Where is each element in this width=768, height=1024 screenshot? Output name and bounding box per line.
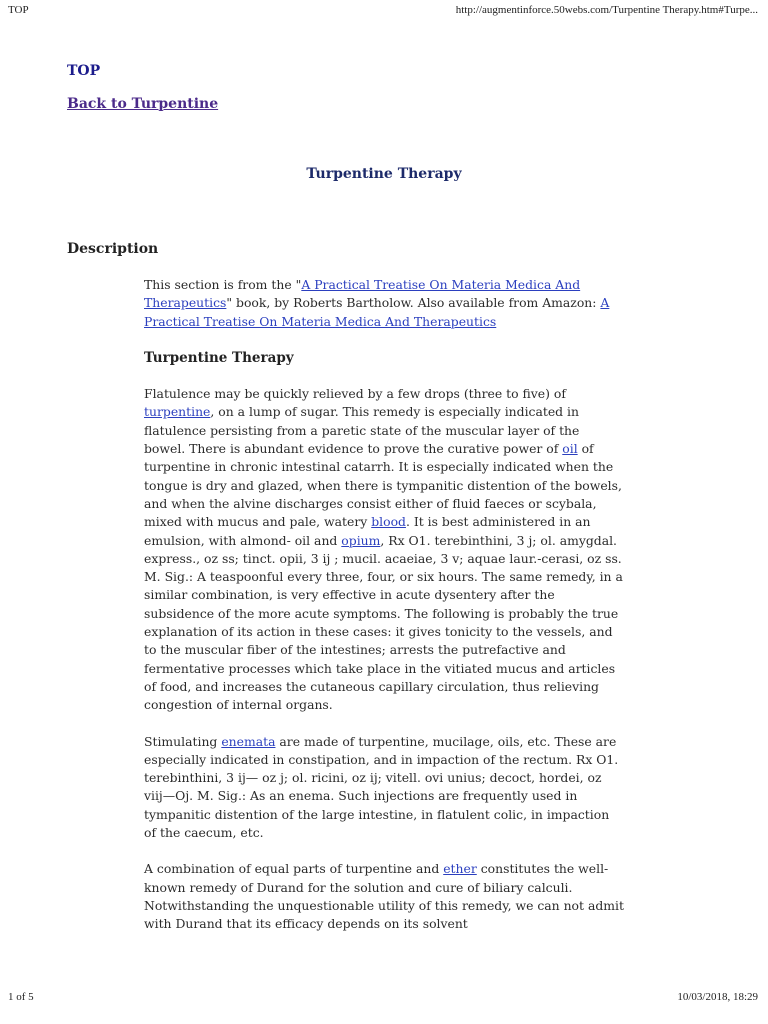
paragraph-durand [144, 860, 624, 933]
description-heading: Description [67, 241, 159, 257]
para3-text-2: constitutes the well-known remedy of Durand for the solution and cure of biliary calculi. Notwithstanding the unquestionable utility of this remedy, we can not admit with Durand that its efficacy depends on its solvent [144, 861, 624, 932]
para2-text-1: Stimulating [144, 733, 222, 749]
print-datetime: 10/03/2018, 18:29 [677, 991, 758, 1003]
back-to-turpentine-link[interactable]: Back to Turpentine [67, 96, 219, 112]
para1-text-3: of turpentine in chronic intestinal catarrh. It is especially indicated when the tongue is dry and glazed, when there is tympanitic distention of the bowels, and when the alvine discharges consist either of fluid faeces or scybala, mixed with mucus and pale, watery [144, 441, 622, 530]
intro-text-2: " book, by Roberts Bartholow. Also available from Amazon: [226, 295, 601, 311]
intro-text-1: This section is from the " [144, 277, 302, 292]
blood-link[interactable]: blood [371, 514, 406, 530]
article-body [144, 276, 624, 952]
print-footer [8, 991, 758, 1003]
para2-text-2: are made of turpentine, mucilage, oils, etc. These are especially indicated in constipation, and in impaction of the rectum. Rx O1. terebinthini, 3 ij— oz j; ol. ricini, oz ij; vitell. ovi unius; decoct, hordei, oz viij—Oj. M. Sig.: As an enema. Such injections are frequently used in tympanitic distention of the large intestine, in flatulent colic, in impaction of the caecum, etc. [144, 733, 619, 841]
para1-text-5: , Rx O1. terebinthini, 3 j; ol. amygdal. express., oz ss; tinct. opii, 3 ij ; mucil. acaeiae, 3 v; aquae laur.-cerasi, oz ss. M. Sig.: A teaspoonful every three, four, or six hours. The same remedy, in a similar combination, is very effective in acute dysentery after the subsidence of the more acute symptoms. The following is probably the true explanation of its action in these cases: it gives tonicity to the vessels, and to the muscular fiber of the intestines; arrests the putrefactive and fermentative processes which take place in the vitiated mucus and articles of food, and increases the cutaneous capillary circulation, thus relieving congestion of internal organs. [144, 532, 623, 713]
para1-text-2: , on a lump of sugar. This remedy is especially indicated in flatulence persisting from a paretic state of the muscular layer of the bowel. There is abundant evidence to prove the curative power of [144, 404, 580, 457]
intro-paragraph [144, 276, 624, 331]
para3-text-1: A combination of equal parts of turpentine and [144, 861, 444, 877]
page-count: 1 of 5 [8, 991, 34, 1003]
paragraph-flatulence [144, 385, 624, 714]
opium-link[interactable]: opium [341, 532, 381, 548]
top-anchor: TOP [67, 63, 101, 79]
print-header [8, 4, 758, 16]
print-header-url: http://augmentinforce.50webs.com/Turpentine Therapy.htm#Turpe... [455, 4, 758, 16]
amazon-book-link[interactable]: A Practical Treatise On Materia Medica And Therapeutics [144, 295, 610, 329]
para1-text-4: . It is best administered in an emulsion, with almond- oil and [144, 514, 591, 548]
page-title: Turpentine Therapy [306, 166, 462, 182]
paragraph-enemata [144, 733, 624, 843]
oil-link[interactable]: oil [562, 441, 578, 457]
article-subheading: Turpentine Therapy [144, 349, 294, 366]
para1-text-1: Flatulence may be quickly relieved by a few drops (three to five) of [144, 386, 566, 402]
book-link[interactable]: A Practical Treatise On Materia Medica And Therapeutics [144, 277, 581, 311]
enemata-link[interactable]: enemata [221, 733, 276, 749]
print-header-title: TOP [8, 4, 29, 16]
ether-link[interactable]: ether [443, 861, 477, 877]
turpentine-link[interactable]: turpentine [144, 404, 211, 420]
